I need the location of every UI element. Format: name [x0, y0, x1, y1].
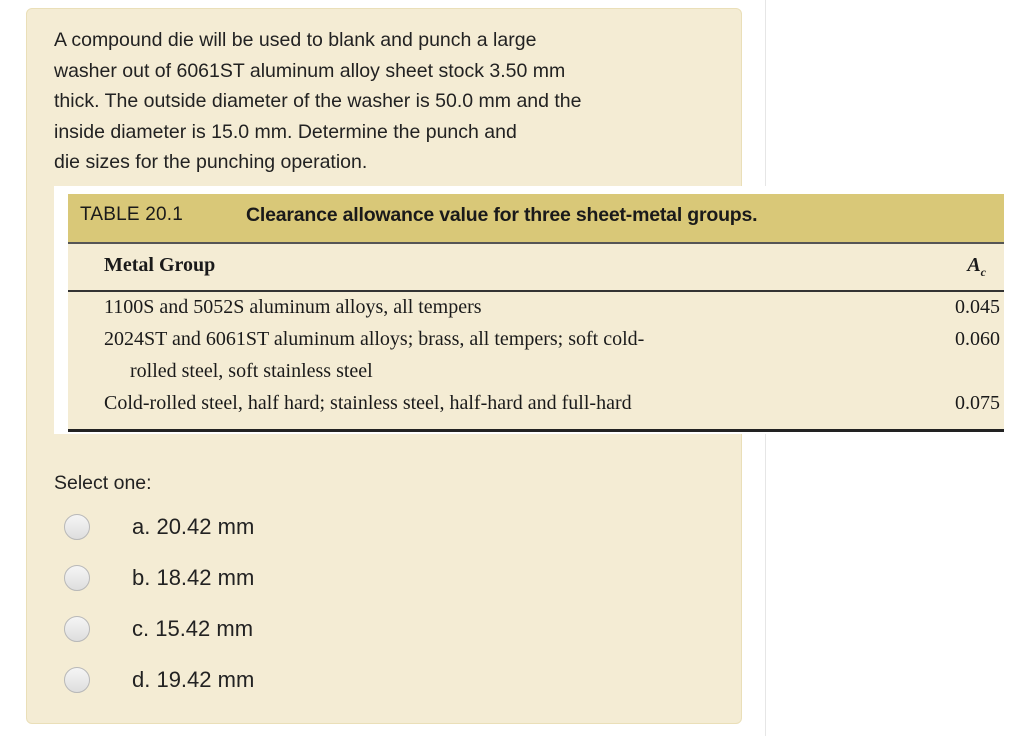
option-label[interactable]: a. 20.42 mm [132, 514, 255, 539]
table-row-label: 2024ST and 6061ST aluminum alloys; brass, all tempers; soft cold- [104, 328, 645, 350]
table-row-value: 0.075 [955, 392, 1000, 414]
answer-option-c[interactable] [64, 614, 324, 644]
question-text [54, 25, 694, 178]
table-number: TABLE 20.1 [80, 204, 184, 225]
table-row-value: 0.045 [955, 296, 1000, 318]
header-ac-sub: c [980, 265, 986, 279]
question-line: thick. The outside diameter of the washer is 50.0 mm and the [54, 90, 582, 112]
select-one-label: Select one: [54, 472, 152, 494]
header-ac [967, 254, 986, 280]
question-line: A compound die will be used to blank and punch a large [54, 29, 537, 51]
answer-option-a[interactable] [64, 512, 324, 542]
clearance-table-image [54, 186, 1004, 434]
table-row-value: 0.060 [955, 328, 1000, 350]
table-title-bar [68, 194, 1004, 244]
header-metal-group: Metal Group [104, 254, 216, 276]
table-header-row [68, 244, 1004, 292]
option-label[interactable]: c. 15.42 mm [132, 616, 254, 641]
table-caption: Clearance allowance value for three sheet-metal groups. [246, 204, 758, 226]
table-body [68, 292, 1004, 432]
answer-option-b[interactable] [64, 563, 324, 593]
question-line: die sizes for the punching operation. [54, 151, 368, 173]
question-line: inside diameter is 15.0 mm. Determine the punch and [54, 120, 517, 143]
radio-button[interactable] [64, 514, 90, 540]
table-row-label: Cold-rolled steel, half hard; stainless steel, half-hard and full-hard [104, 392, 632, 414]
question-line: washer out of 6061ST aluminum alloy sheet stock 3.50 mm [54, 59, 566, 82]
table-row-label: 1100S and 5052S aluminum alloys, all tempers [104, 296, 482, 318]
radio-button[interactable] [64, 667, 90, 693]
header-ac-main: A [967, 254, 981, 276]
answer-option-d[interactable] [64, 665, 324, 695]
option-label[interactable]: b. 18.42 mm [132, 565, 255, 590]
radio-button[interactable] [64, 565, 90, 591]
radio-button[interactable] [64, 616, 90, 642]
table-row-continuation: rolled steel, soft stainless steel [130, 360, 373, 382]
option-label[interactable]: d. 19.42 mm [132, 667, 255, 692]
